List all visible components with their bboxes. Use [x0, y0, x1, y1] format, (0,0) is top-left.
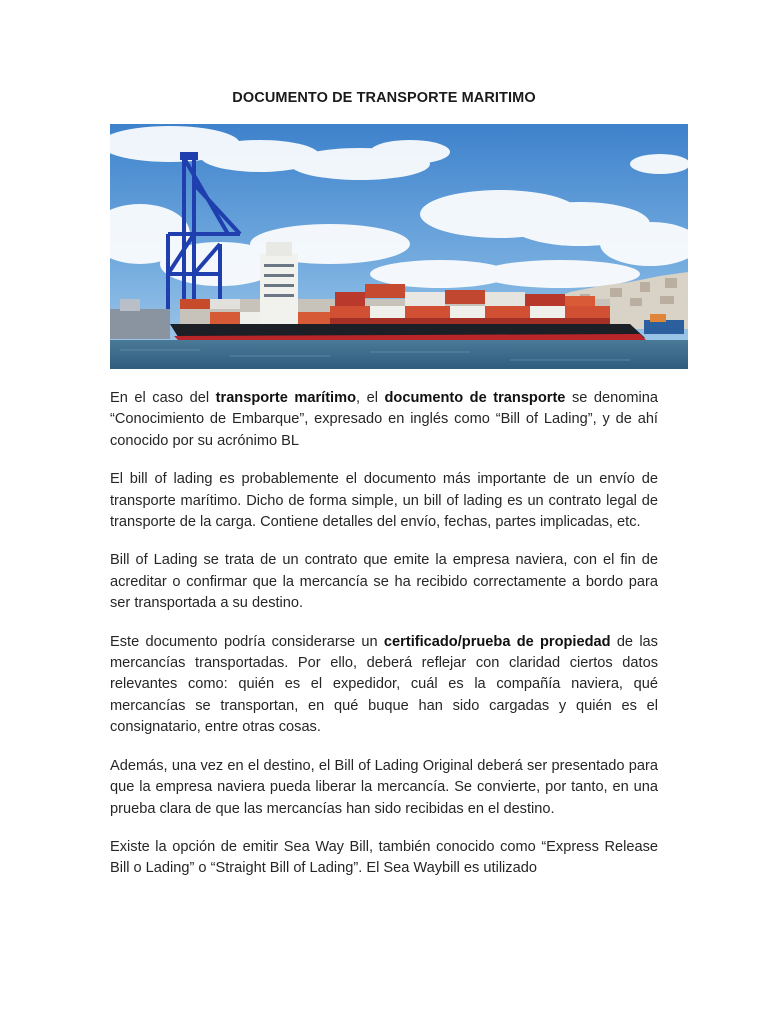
bold-term: certificado/prueba de propiedad [383, 633, 611, 650]
paragraph-text: , el [356, 390, 385, 406]
paragraph [110, 632, 658, 739]
paragraph-text: se denomina “Conocimiento de Embarque”, expresado en inglés como “Bill of Lading”, y de ahí conocido por su acrónimo BL [110, 390, 659, 449]
paragraph-text: Existe la opción de emitir Sea Way Bill, también conocido como “Express Release Bill o Lading” o “Straight Bill of Lading”. El Sea Waybill es utilizado [110, 838, 658, 877]
bold-term: transporte marítimo [215, 390, 356, 406]
paragraph-text: El bill of lading es probablemente el documento más importante de un envío de transporte marítimo. Dicho de forma simple, un bill of lading es un contrato legal de transporte de la carga. Contiene detalles del envío, fechas, partes implicadas, etc. [110, 471, 658, 531]
paragraph-text: Este documento podría considerarse un [110, 633, 384, 650]
paragraph [110, 469, 658, 533]
paragraph-text: de las mercancías transportadas. Por ello, deberá reflejar con claridad ciertos datos relevantes como: quién es el expedidor, cuál es la compañía naviera, qué mercancías se transportan, en qué buque han sido cargadas y quién es el consignatario, entre otras cosas. [110, 633, 658, 736]
paragraph-text: En el caso del [110, 390, 216, 406]
paragraph [110, 388, 658, 452]
paragraph-text: Además, una vez en el destino, el Bill of Lading Original deberá ser presentado para que la empresa naviera pueda liberar la mercancía. Se convierte, por tanto, en una prueba clara de que las mercancías han sido recibidas en el destino. [110, 757, 658, 817]
bold-term: documento de transporte [384, 390, 566, 406]
container-ship-illustration [110, 124, 688, 369]
paragraph [110, 837, 658, 880]
paragraph-text: Bill of Lading se trata de un contrato que emite la empresa naviera, con el fin de acreditar o confirmar que la mercancía se ha recibido correctamente a bordo para ser transportada a su destino. [110, 552, 658, 612]
paragraph [110, 756, 658, 820]
container-ship-photo [110, 124, 688, 369]
document-title: DOCUMENTO DE TRANSPORTE MARITIMO [232, 90, 536, 106]
document-body [110, 388, 658, 897]
paragraph [110, 550, 658, 614]
